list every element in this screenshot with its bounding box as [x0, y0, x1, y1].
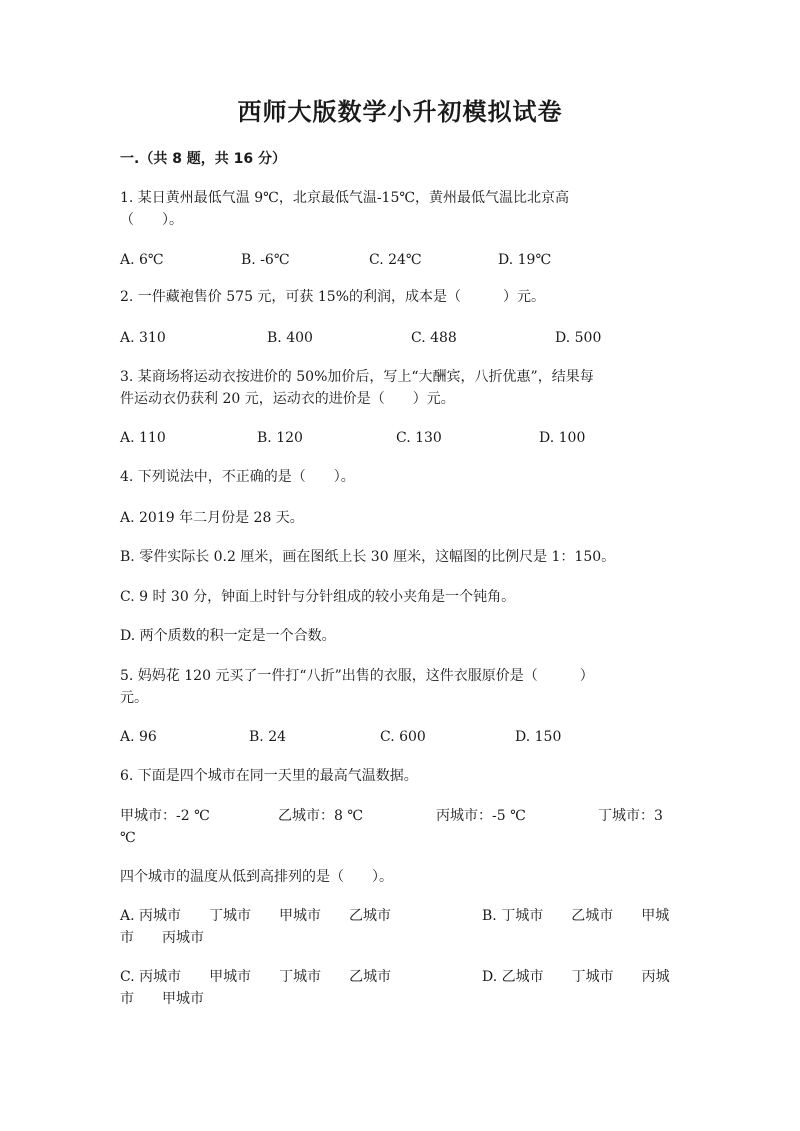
question-2-option-a: A. 310 — [120, 330, 166, 346]
question-5-text-wrap: 元。 — [120, 690, 148, 706]
city-ding-temperature-unit: ℃ — [120, 830, 136, 846]
question-6-text: 6. 下面是四个城市在同一天里的最高气温数据。 — [120, 768, 418, 784]
page-title: 西师大版数学小升初模拟试卷 — [237, 98, 563, 126]
question-4-option-d: D. 两个质数的积一定是一个合数。 — [120, 628, 336, 644]
question-3-option-d: D. 100 — [539, 430, 586, 446]
question-4-text: 4. 下列说法中，不正确的是（ ）。 — [120, 469, 355, 485]
question-1-option-d: D. 19℃ — [498, 252, 552, 268]
question-6-prompt: 四个城市的温度从低到高排列的是（ ）。 — [120, 869, 393, 885]
question-3-option-a: A. 110 — [120, 430, 166, 446]
question-6-option-b-wrap: 市 丙城市 — [120, 930, 204, 946]
question-2-option-c: C. 488 — [411, 330, 457, 346]
city-ding-temperature: 丁城市：3 — [598, 808, 663, 824]
question-4-option-a: A. 2019 年二月份是 28 天。 — [120, 510, 304, 526]
question-6-option-d: D. 乙城市 丁城市 丙城 — [482, 969, 670, 985]
question-1-text: 1. 某日黄州最低气温 9℃，北京最低气温-15℃，黄州最低气温比北京高 — [120, 190, 570, 206]
question-5-option-c: C. 600 — [380, 729, 426, 745]
question-4-option-c: C. 9 时 30 分，钟面上时针与分针组成的较小夹角是一个钝角。 — [120, 589, 516, 605]
city-yi-temperature: 乙城市：8 ℃ — [278, 808, 364, 824]
question-1-option-a: A. 6℃ — [120, 252, 164, 268]
question-5-option-d: D. 150 — [515, 729, 562, 745]
city-bing-temperature: 丙城市：-5 ℃ — [436, 808, 526, 824]
city-jia-temperature: 甲城市：-2 ℃ — [120, 808, 210, 824]
question-5-text: 5. 妈妈花 120 元买了一件打“八折”出售的衣服，这件衣服原价是（ ） — [120, 668, 594, 684]
question-1-text-wrap: （ ）。 — [120, 212, 183, 228]
question-5-option-a: A. 96 — [120, 729, 157, 745]
question-3-text: 3. 某商场将运动衣按进价的 50%加价后，写上“大酬宾，八折优惠”，结果每 — [120, 369, 594, 385]
question-2-option-d: D. 500 — [555, 330, 602, 346]
question-6-option-b: B. 丁城市 乙城市 甲城 — [482, 908, 670, 924]
question-3-option-c: C. 130 — [396, 430, 442, 446]
question-2-option-b: B. 400 — [267, 330, 313, 346]
question-1-option-b: B. -6℃ — [241, 252, 290, 268]
question-5-option-b: B. 24 — [249, 729, 287, 745]
question-3-text-wrap: 件运动衣仍获利 20 元，运动衣的进价是（ ）元。 — [120, 391, 455, 407]
question-2-text: 2. 一件藏袍售价 575 元，可获 15%的利润，成本是（ ）元。 — [120, 289, 545, 305]
question-6-option-a: A. 丙城市 丁城市 甲城市 乙城市 — [120, 908, 392, 924]
question-6-option-d-wrap: 市 甲城市 — [120, 991, 204, 1007]
question-4-option-b: B. 零件实际长 0.2 厘米，画在图纸上长 30 厘米，这幅图的比例尺是 1：150。 — [120, 549, 616, 565]
question-6-option-c: C. 丙城市 甲城市 丁城市 乙城市 — [120, 969, 392, 985]
question-1-option-c: C. 24℃ — [369, 252, 422, 268]
question-3-option-b: B. 120 — [257, 430, 303, 446]
section-heading: 一.（共 8 题，共 16 分） — [120, 151, 287, 167]
